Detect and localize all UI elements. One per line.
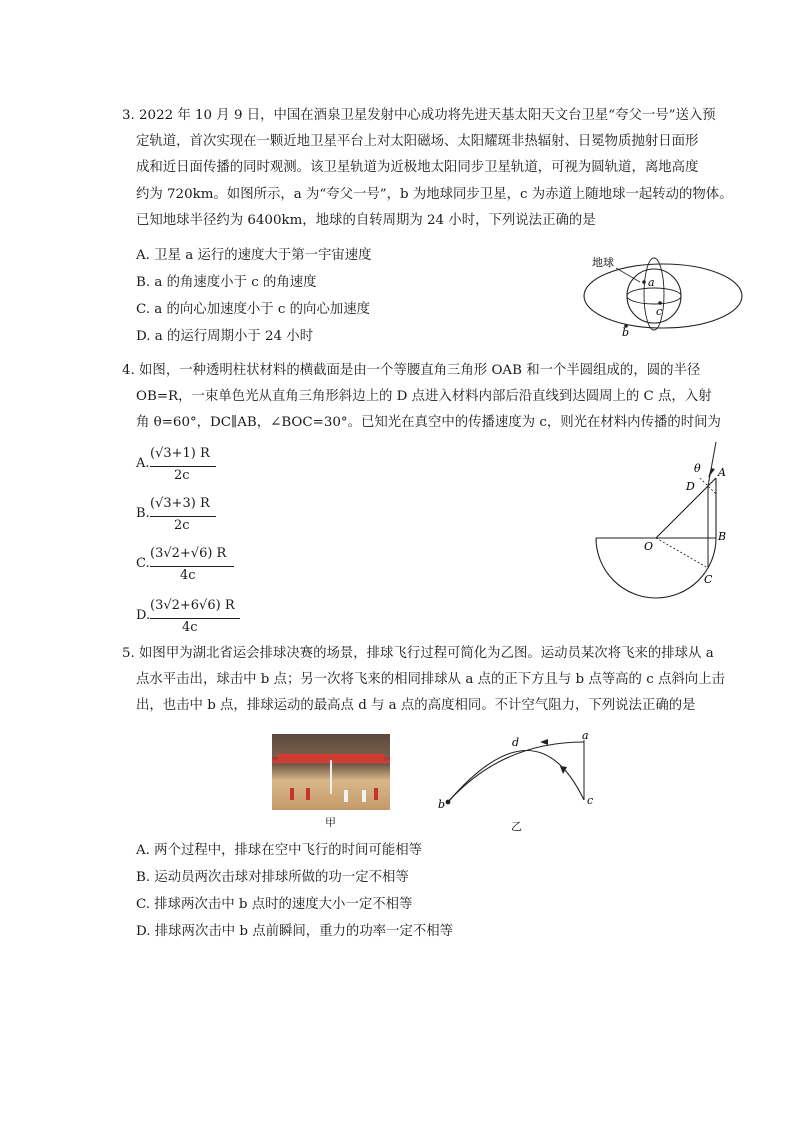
q3-option-c[interactable]: C. a 的向心加速度小于 c 的向心加速度 (136, 302, 371, 317)
label-a: a (582, 730, 589, 742)
player-figure (306, 788, 310, 800)
fraction-bar (150, 466, 216, 467)
q5-option-d[interactable]: D. 排球两次击中 b 点前瞬间，重力的功率一定不相等 (136, 924, 454, 939)
semicircle-arc (596, 538, 716, 598)
q4-option-d-numerator: (3√2+6√6) R (150, 598, 235, 613)
player-figure (362, 790, 366, 802)
trajectory-from-c (448, 750, 584, 802)
q4-option-c-numerator: (3√2+√6) R (150, 546, 227, 561)
q3-line-3: 成和近日面传播的同时观测。该卫星轨道为近极地太阳同步卫星轨道，可视为圆轨道，离地高度 (136, 160, 699, 175)
player-figure (344, 790, 348, 802)
q4-option-d-denominator: 4c (182, 620, 198, 635)
label-C: C (704, 573, 713, 586)
q4-option-a-label: A. (136, 456, 150, 471)
q3-option-d[interactable]: D. a 的运行周期小于 24 小时 (136, 329, 314, 344)
player-figure (374, 788, 378, 800)
q5-option-b[interactable]: B. 运动员两次击球对排球所做的功一定不相等 (136, 870, 409, 885)
q3-orbit-diagram (578, 252, 758, 336)
label-b: b (438, 798, 446, 811)
label-b: b (622, 326, 630, 336)
label-O: O (644, 540, 654, 553)
satellite-a-dot (642, 280, 646, 284)
earth-label: 地球 (592, 256, 614, 269)
q4-option-b-denominator: 2c (174, 518, 190, 533)
player-figure (290, 788, 294, 800)
q3-line-2: 定轨道，首次实现在一颗近地卫星平台上对太阳磁场、太阳耀斑非热辐射、日冕物质抛射日面形 (136, 134, 699, 149)
label-c: c (656, 305, 663, 318)
q4-option-c-denominator: 4c (180, 568, 196, 583)
q4-line-2: OB=R，一束单色光从直角三角形斜边上的 D 点进入材料内部后沿直线到达圆周上的 C 点，入射 (136, 389, 712, 404)
q5-line-2: 点水平击出，球击中 b 点；另一次将飞来的相同排球从 a 点的正下方且与 b 点等高的 c 点斜向上击 (136, 672, 725, 687)
volleyball-match-photo (272, 734, 390, 810)
label-A: A (718, 466, 726, 479)
radius-OC (656, 538, 708, 568)
q4-option-d[interactable] (136, 598, 256, 638)
incident-ray-arrow (708, 468, 715, 478)
q4-line-3: 角 θ=60°，DC∥AB，∠BOC=30°。已知光在真空中的传播速度为 c，则光在材料内传播的时间为 (136, 415, 721, 430)
equator-ellipse (627, 288, 681, 304)
q3-line-5: 已知地球半径约为 6400km，地球的自转周期为 24 小时，下列说法正确的是 (136, 213, 596, 228)
q4-line-1: 4. 如图，一种透明柱状材料的横截面是由一个等腰直角三角形 OAB 和一个半圆组成的，圆的半径 (122, 363, 701, 378)
label-D: D (686, 480, 695, 493)
q4-option-a-denominator: 2c (174, 468, 190, 483)
geo-orbit-ellipse (584, 264, 742, 328)
q4-optics-diagram (590, 438, 740, 622)
q4-option-c[interactable] (136, 546, 256, 586)
q4-option-b-label: B. (136, 506, 150, 521)
arrow-a (540, 739, 548, 745)
q5-option-c[interactable]: C. 排球两次击中 b 点时的速度大小一定不相等 (136, 897, 413, 912)
fig-jia-caption: 甲 (325, 816, 336, 829)
arrow-c (560, 766, 567, 774)
q3-line-4: 约为 720km。如图所示，a 为“夸父一号”，b 为地球同步卫星，c 为赤道上随地球一起转动的物体。 (136, 187, 733, 202)
fraction-bar (150, 618, 240, 619)
q3-option-a[interactable]: A. 卫星 a 运行的速度大于第一宇宙速度 (136, 248, 372, 263)
q4-option-c-label: C. (136, 556, 150, 571)
q4-option-a-numerator: (√3+1) R (150, 446, 210, 461)
q4-option-b-numerator: (√3+3) R (150, 496, 210, 511)
q5-option-a[interactable]: A. 两个过程中，排球在空中飞行的时间可能相等 (136, 843, 422, 858)
label-B: B (718, 530, 727, 543)
label-a: a (648, 276, 655, 289)
photo-net (330, 760, 332, 794)
q3-line-1: 3. 2022 年 10 月 9 日，中国在酒泉卫星发射中心成功将先进天基太阳天文台卫星“夸父一号”送入预 (122, 108, 716, 123)
q5-line-3: 出，也击中 b 点，排球运动的最高点 d 与 a 点的高度相同。不计空气阻力，下列说法正确的是 (136, 698, 696, 713)
fraction-bar (150, 566, 234, 567)
fig-yi-caption: 乙 (511, 820, 522, 833)
q4-option-d-label: D. (136, 608, 151, 623)
q4-option-a[interactable] (136, 446, 256, 486)
point-b (446, 800, 451, 805)
label-d: d (512, 736, 520, 749)
q5-trajectory-diagram (432, 730, 602, 814)
fraction-bar (150, 516, 216, 517)
label-theta: θ (694, 462, 701, 475)
label-c: c (587, 794, 594, 807)
q5-line-1: 5. 如图甲为湖北省运会排球决赛的场景，排球飞行过程可简化为乙图。运动员某次将飞来的排球从 a (122, 646, 714, 661)
q4-option-b[interactable] (136, 496, 256, 536)
q3-option-b[interactable]: B. a 的角速度小于 c 的角速度 (136, 275, 317, 290)
